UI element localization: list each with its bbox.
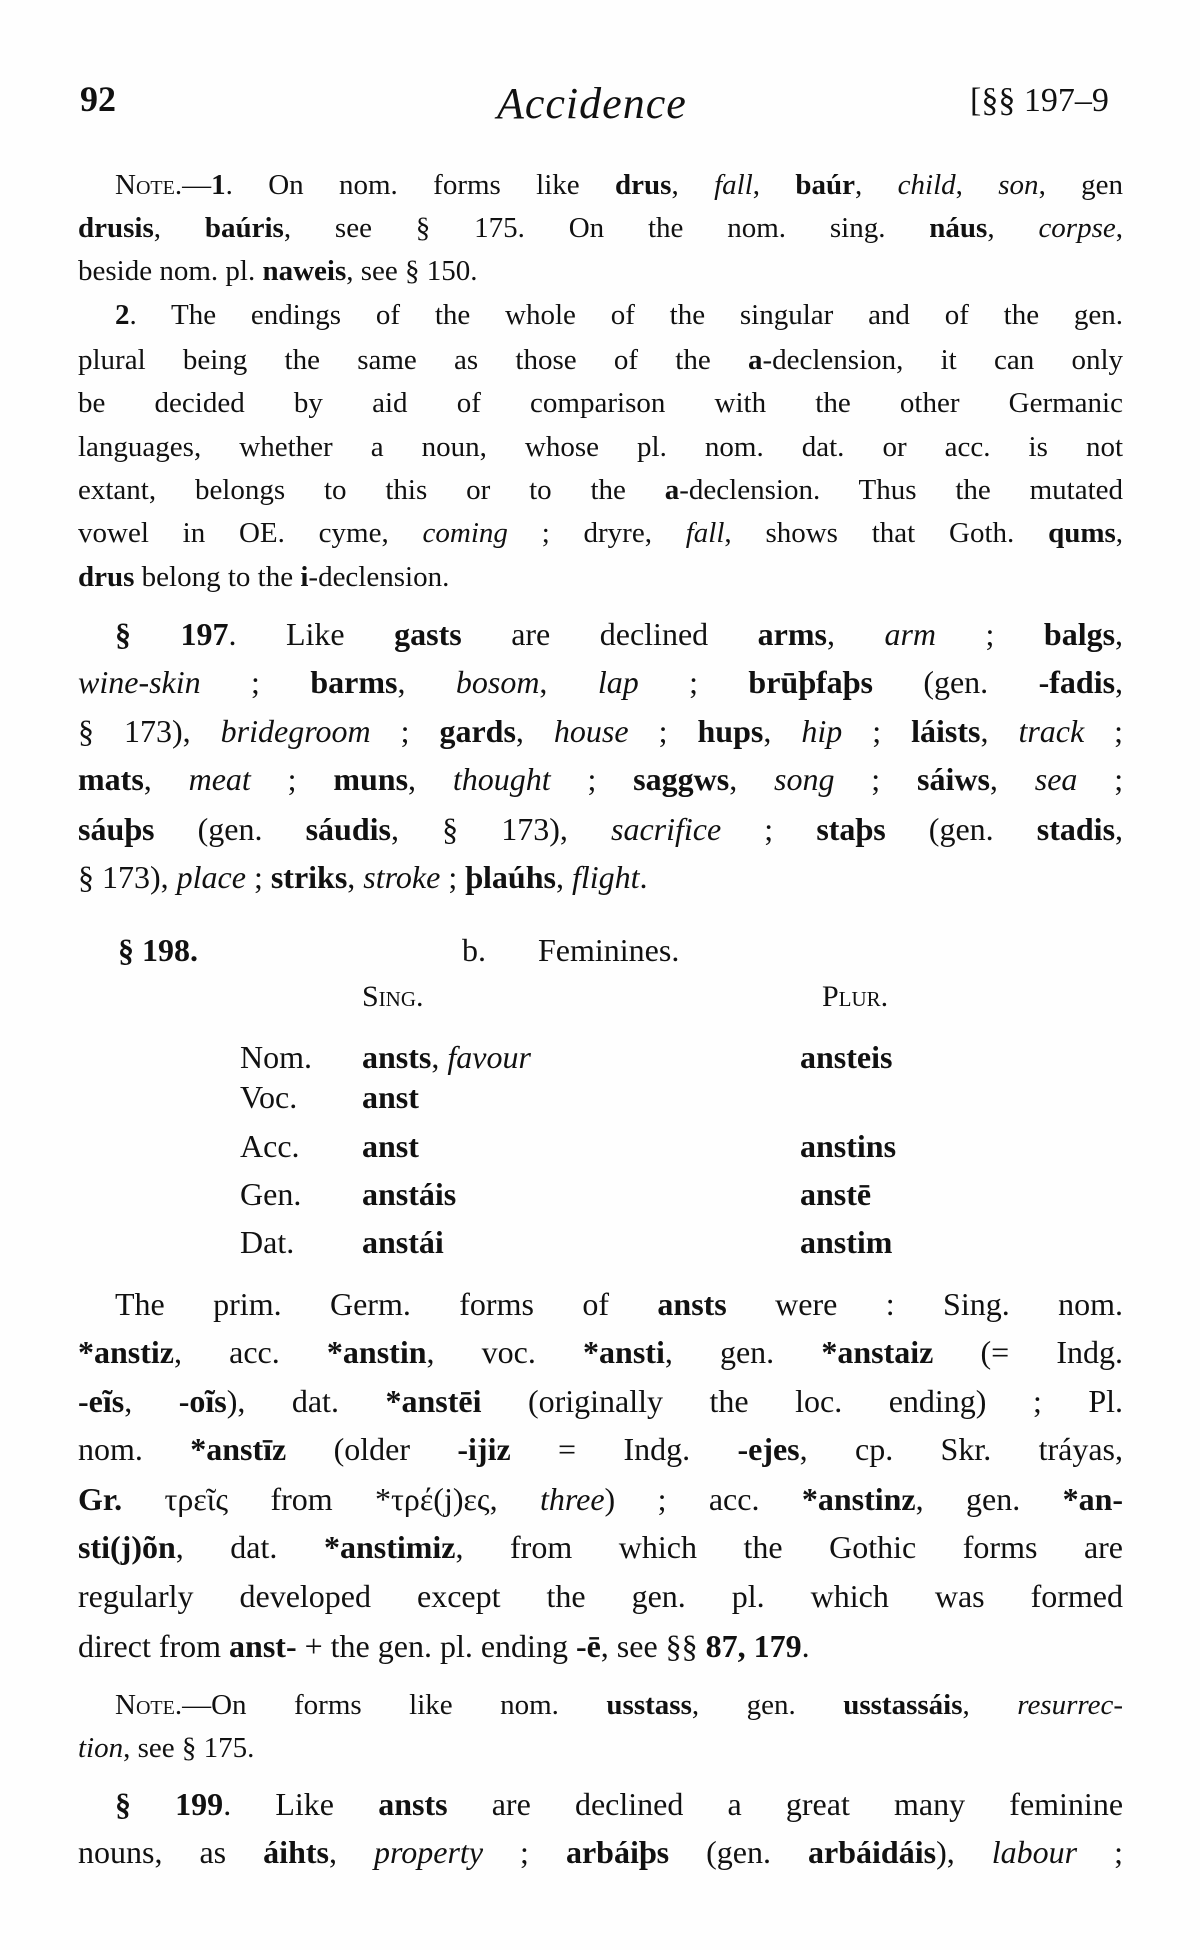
italic-gloss: stroke (363, 859, 441, 896)
text-line (78, 344, 1123, 377)
text-run: . (639, 859, 648, 896)
text-line (78, 713, 1123, 750)
text-run: be decided by aid of comparison with the other Germanic (78, 386, 1123, 419)
italic-gloss: bosom (455, 664, 540, 701)
text-line (78, 1481, 1123, 1518)
text-run: (gen. (872, 664, 1039, 701)
text-line (78, 387, 1123, 420)
text-run: , (962, 1688, 1018, 1721)
subheading-letter: b. (462, 932, 486, 968)
italic-gloss: three (539, 1481, 605, 1518)
text-run: extant, belongs to this or to the (78, 473, 665, 506)
bold-term: usstassáis (843, 1688, 963, 1721)
text-run: nom. (78, 1431, 191, 1468)
text-line (115, 299, 1123, 332)
text-line (78, 1529, 1123, 1566)
italic-gloss: arm (884, 616, 937, 653)
text-run: nouns, as (78, 1834, 264, 1871)
text-run: , (671, 168, 715, 201)
bold-term: náus (929, 211, 988, 244)
text-run: The prim. Germ. forms of (115, 1286, 658, 1323)
text-run: , (1115, 516, 1124, 549)
text-run: § 173), (78, 713, 221, 750)
bold-term: drus (615, 168, 672, 201)
text-run: , (408, 761, 453, 798)
text-run: , (763, 713, 802, 750)
bold-term: baúris (204, 211, 284, 244)
text-run: , § 173), (390, 811, 611, 848)
text-run: , acc. (174, 1334, 327, 1371)
text-run: , (124, 1383, 179, 1420)
italic-gloss: resurrec- (1017, 1688, 1124, 1721)
text-run: — (182, 168, 212, 201)
text-run: (originally the loc. ending) ; Pl. (481, 1383, 1124, 1420)
text-line (78, 1628, 1123, 1665)
text-run: ) ; acc. (604, 1481, 802, 1518)
plural-form: anstē (800, 1176, 872, 1212)
italic-gloss: flight (571, 859, 640, 896)
singular-form: anst (362, 1128, 419, 1164)
text-run: , (153, 211, 205, 244)
italic-gloss: sacrifice (611, 811, 722, 848)
text-run: ; (200, 664, 311, 701)
note-label: Note. (115, 168, 183, 201)
text-run: belong to the (134, 560, 301, 593)
text-run: are declined (461, 616, 758, 653)
text-run: , see §§ (600, 1628, 706, 1665)
text-run: . (801, 1628, 810, 1665)
italic-gloss: track (1018, 713, 1085, 750)
text-run: vowel in OE. cyme, (78, 516, 423, 549)
text-line (78, 431, 1123, 464)
bold-term: usstass (606, 1688, 692, 1721)
text-run: ), (936, 1834, 992, 1871)
text-line (78, 664, 1123, 701)
bold-term: gards (439, 713, 516, 750)
bold-term: sáuþs (78, 811, 155, 848)
text-run: , shows that Goth. (724, 516, 1049, 549)
italic-gloss: sea (1034, 761, 1078, 798)
text-run: , dat. (175, 1529, 324, 1566)
bold-term: *anstaiz (821, 1334, 934, 1371)
running-title: Accidence (497, 79, 687, 128)
text-run: are declined a great many feminine (447, 1786, 1124, 1823)
text-run: (= Indg. (933, 1334, 1124, 1371)
bold-term: 2 (115, 298, 130, 331)
text-run: , (1115, 616, 1124, 653)
text-run: , voc. (426, 1334, 584, 1371)
text-line (78, 1431, 1123, 1468)
italic-gloss: song (774, 761, 835, 798)
text-run: , (328, 1834, 374, 1871)
bold-term: *anstēi (385, 1383, 482, 1420)
singular-form: anstái (362, 1224, 444, 1260)
text-run: —On forms like nom. (182, 1688, 607, 1721)
bold-term: *anstiz (78, 1334, 174, 1371)
text-run: ; (550, 761, 634, 798)
text-run: , (980, 713, 1019, 750)
text-run: ; dryre, (507, 516, 686, 549)
case-label: Nom. (240, 1039, 312, 1075)
section-198-label: § 198. (118, 932, 198, 968)
text-run: beside nom. pl. (78, 254, 263, 287)
text-run: regularly developed except the gen. pl. which was formed (78, 1578, 1123, 1615)
bold-term: brūþfaþs (748, 664, 873, 701)
text-line (115, 616, 1123, 653)
subheading: Feminines. (538, 932, 680, 968)
text-run: , (555, 859, 572, 896)
page-number: 92 (80, 79, 116, 119)
text-run: , (143, 761, 189, 798)
bold-term: drusis (78, 211, 154, 244)
text-run: direct from (78, 1628, 230, 1665)
bold-term: láists (911, 713, 981, 750)
bold-term: *anstīz (190, 1431, 287, 1468)
text-run: ; (1077, 761, 1124, 798)
italic-gloss: corpse (1038, 211, 1116, 244)
plural-form: ansteis (800, 1039, 893, 1075)
bold-term: barms (310, 664, 398, 701)
plural-form: anstim (800, 1224, 893, 1260)
text-line (78, 761, 1123, 798)
text-run: plural being the same as those of the (78, 343, 748, 376)
text-line (78, 517, 1123, 550)
text-run: , (955, 168, 999, 201)
text-run: . Like (228, 616, 395, 653)
bold-term: -fadis (1038, 664, 1116, 701)
plural-form: anstins (800, 1128, 897, 1164)
text-run: , gen. (664, 1334, 822, 1371)
text-run: ), dat. (226, 1383, 386, 1420)
singular-form (362, 1039, 531, 1076)
text-run: ; (842, 713, 912, 750)
case-label: Acc. (240, 1128, 300, 1164)
separator: , (431, 1039, 448, 1075)
text-run: (gen. (885, 811, 1037, 848)
text-run: , (1115, 664, 1124, 701)
text-run: § 173), (78, 859, 177, 896)
text-line (115, 1689, 1123, 1722)
text-run: ; (250, 761, 334, 798)
text-run: , gen. (691, 1688, 844, 1721)
italic-gloss: hip (801, 713, 843, 750)
text-run: ; (483, 1834, 566, 1871)
italic-gloss: fall (714, 168, 753, 201)
text-run: , (855, 168, 898, 201)
text-run: , from which the Gothic forms are (455, 1529, 1124, 1566)
text-run: , (347, 859, 364, 896)
text-run: , (1115, 811, 1124, 848)
bold-term: Gr. (78, 1481, 123, 1518)
text-run: ; (721, 811, 817, 848)
bold-term: -ejes (737, 1431, 800, 1468)
text-run: (gen. (669, 1834, 809, 1871)
text-run: ; (1077, 1834, 1124, 1871)
bold-term: *anstinz (801, 1481, 916, 1518)
text-run: ; (834, 761, 917, 798)
text-run: -declension. Thus the mutated (679, 473, 1124, 506)
text-run: -declension. (308, 560, 450, 593)
bold-term: naweis (262, 254, 347, 287)
text-run: , gen. (915, 1481, 1063, 1518)
text-line (78, 1578, 1123, 1615)
bold-term: -ijiz (457, 1431, 511, 1468)
text-line (78, 1334, 1123, 1371)
bold-term: hups (697, 713, 764, 750)
column-header-plural: Plur. (822, 980, 889, 1013)
bold-term: staþs (816, 811, 886, 848)
text-run: , (989, 761, 1035, 798)
italic-gloss: son (998, 168, 1039, 201)
column-header-singular: Sing. (362, 980, 424, 1013)
text-run: , (1115, 211, 1124, 244)
text-line (115, 169, 1123, 202)
text-run: . On nom. forms like (225, 168, 616, 201)
italic-gloss: child (897, 168, 956, 201)
singular-form-word: ansts (362, 1039, 432, 1075)
bold-term: þlaúhs (465, 859, 556, 896)
bold-term: saggws (633, 761, 730, 798)
bold-term: arbáidáis (808, 1834, 937, 1871)
text-line (78, 811, 1123, 848)
text-run: ; (638, 664, 749, 701)
text-run: , (752, 168, 796, 201)
italic-gloss: meat (188, 761, 251, 798)
italic-gloss: coming (422, 516, 508, 549)
bold-term: áihts (263, 1834, 329, 1871)
bold-term: -ē (575, 1628, 601, 1665)
text-run: = Indg. (510, 1431, 738, 1468)
text-line (78, 1383, 1123, 1420)
bold-term: stadis (1036, 811, 1116, 848)
text-line (78, 255, 1123, 288)
bold-term: arbáiþs (565, 1834, 670, 1871)
note-label: Note. (115, 1688, 183, 1721)
section-range: [§§ 197–9 (970, 82, 1109, 119)
text-run: , see § 175. (123, 1731, 255, 1764)
text-line (115, 1786, 1123, 1823)
text-run: ; (936, 616, 1044, 653)
text-run: , see § 150. (346, 254, 478, 287)
bold-term: i (300, 560, 309, 593)
text-line (78, 859, 1123, 896)
bold-term: anst- (229, 1628, 297, 1665)
text-run: , (515, 713, 554, 750)
bold-term: sti(j)õn (78, 1529, 176, 1566)
singular-form: anstáis (362, 1176, 457, 1212)
text-run: , (397, 664, 456, 701)
bold-term: § 199 (115, 1786, 224, 1823)
text-run: . The endings of the whole of the singular and of the gen. (129, 298, 1123, 331)
gloss: favour (447, 1039, 531, 1075)
bold-term: *ansti (583, 1334, 665, 1371)
text-run: τρεῖς from *τρέ(j)ες, (122, 1481, 540, 1518)
italic-gloss: labour (991, 1834, 1078, 1871)
text-line (78, 1732, 1123, 1765)
case-label: Voc. (240, 1079, 298, 1115)
bold-term: *anstin (326, 1334, 427, 1371)
case-label: Gen. (240, 1176, 302, 1212)
italic-gloss: lap (597, 664, 639, 701)
bold-term: drus (78, 560, 135, 593)
bold-term: sáudis (305, 811, 391, 848)
text-line (78, 561, 1123, 594)
bold-term: *anstimiz (323, 1529, 456, 1566)
text-run: ; (628, 713, 698, 750)
text-run: ; (1084, 713, 1124, 750)
italic-gloss: tion (78, 1731, 124, 1764)
text-run: -declension, it can only (762, 343, 1124, 376)
text-run: , (826, 616, 885, 653)
bold-term: ansts (657, 1286, 727, 1323)
text-run: . Like (223, 1786, 379, 1823)
bold-term: -eĩs (78, 1383, 125, 1420)
bold-term: baúr (795, 168, 856, 201)
bold-term: 1 (211, 168, 226, 201)
italic-gloss: fall (685, 516, 725, 549)
text-line (78, 1834, 1123, 1871)
italic-gloss: property (374, 1834, 484, 1871)
bold-term: 87, 179 (705, 1628, 802, 1665)
bold-term: -oĩs (178, 1383, 227, 1420)
text-run: ; (440, 859, 466, 896)
singular-form: anst (362, 1079, 419, 1115)
italic-gloss: place (176, 859, 246, 896)
bold-term: a (747, 343, 763, 376)
text-line (78, 212, 1123, 245)
bold-term: sáiws (917, 761, 990, 798)
bold-term: gasts (394, 616, 462, 653)
text-line (78, 474, 1123, 507)
italic-gloss: wine-skin (78, 664, 201, 701)
text-run: were : Sing. nom. (726, 1286, 1124, 1323)
bold-term: a (664, 473, 680, 506)
text-run: , cp. Skr. tráyas, (799, 1431, 1123, 1468)
text-run: languages, whether a noun, whose pl. nom. dat. or acc. is not (78, 430, 1123, 463)
bold-term: § 197 (115, 616, 229, 653)
text-run: (older (286, 1431, 458, 1468)
text-run: ; (370, 713, 440, 750)
text-run: , gen (1038, 168, 1124, 201)
italic-gloss: bridegroom (220, 713, 371, 750)
italic-gloss: house (553, 713, 629, 750)
bold-term: balgs (1043, 616, 1116, 653)
bold-term: *an- (1062, 1481, 1124, 1518)
text-run: , see § 175. On the nom. sing. (283, 211, 930, 244)
bold-term: muns (333, 761, 409, 798)
bold-term: qums (1048, 516, 1116, 549)
text-run: , (539, 664, 598, 701)
text-run: + the gen. pl. ending (296, 1628, 576, 1665)
case-label: Dat. (240, 1224, 295, 1260)
bold-term: mats (78, 761, 144, 798)
text-run: ; (245, 859, 271, 896)
bold-term: striks (270, 859, 348, 896)
bold-term: ansts (378, 1786, 448, 1823)
text-run: , (729, 761, 775, 798)
text-line (115, 1286, 1123, 1323)
bold-term: arms (757, 616, 827, 653)
text-run: (gen. (154, 811, 306, 848)
italic-gloss: thought (452, 761, 551, 798)
text-run: , (987, 211, 1039, 244)
